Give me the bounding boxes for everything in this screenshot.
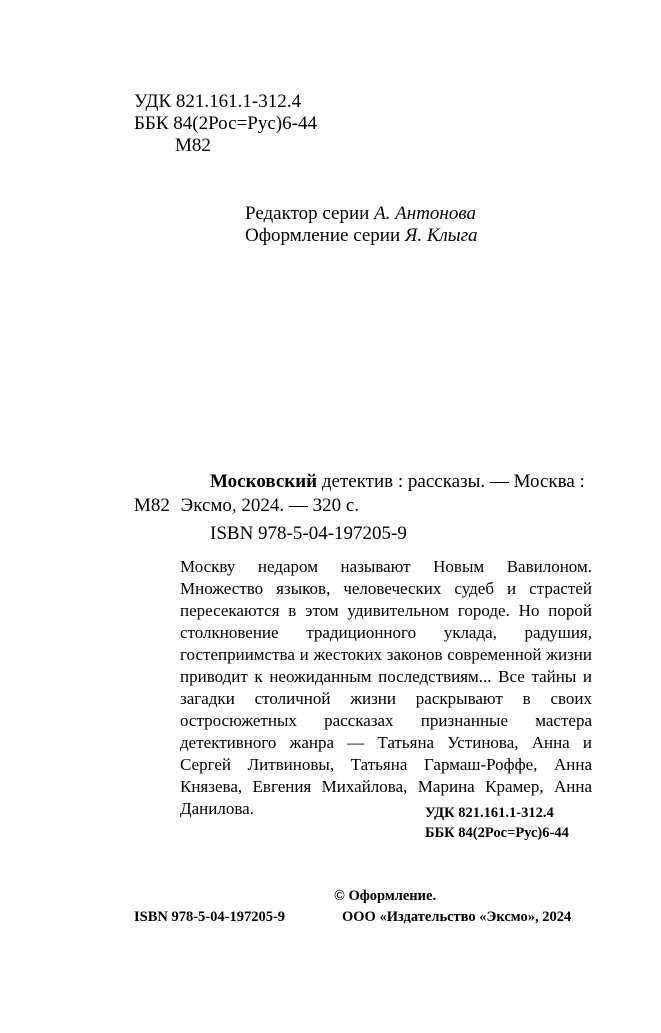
design-copyright-notice: © Оформление. xyxy=(334,888,437,904)
index-bbk: ББК 84(2Рос=Рус)6-44 xyxy=(425,825,569,841)
copyright-isbn: ISBN 978-5-04-197205-9 xyxy=(134,909,286,925)
book-title-bold: Московский xyxy=(210,471,318,492)
udk-code: УДК 821.161.1-312.4 xyxy=(134,91,301,112)
series-design-name: Я. Клыга xyxy=(404,225,478,246)
bibliographic-imprint: Эксмо, 2024. — 320 с. xyxy=(180,495,360,516)
bbk-code: ББК 84(2Рос=Рус)6-44 xyxy=(134,113,317,134)
series-editor-name: А. Антонова xyxy=(374,203,476,224)
series-design-label: Оформление серии xyxy=(245,225,401,246)
annotation-text: Москву недаром называют Новым Вавилоном. Множество языков, человеческих судеб и страстей пересекаются в этом удивительном городе. Но порой столкновение традиционного уклада, радушия, гостеприимства и жестоких законов современной жизни приводит к неожиданным последствиям... Все тайны и загадки столичной жизни раскрывают в своих остросюжетных рассказах признанные мастера детективного жанра — Татьяна Устинова, Анна и Сергей Литвиновы, Татьяна Гармаш-Роффе, Анна Князева, Евгения Михайлова, Марина Крамер, Анна Данилова. xyxy=(180,557,592,818)
series-editor-label: Редактор серии xyxy=(245,203,370,224)
book-annotation xyxy=(180,556,592,820)
publisher-copyright: ООО «Издательство «Эксмо», 2024 xyxy=(342,909,572,925)
index-udk: УДК 821.161.1-312.4 xyxy=(425,805,554,821)
bibliographic-imprint-line xyxy=(134,494,359,518)
bibliographic-title-line xyxy=(210,470,585,494)
author-mark: М82 xyxy=(175,135,211,156)
series-design-line xyxy=(245,225,478,247)
bibliographic-author-mark: М82 xyxy=(134,495,170,516)
bibliographic-isbn: ISBN 978-5-04-197205-9 xyxy=(210,523,407,544)
book-title-rest: детектив : рассказы. — Москва : xyxy=(321,471,585,492)
series-editor-line xyxy=(245,203,476,225)
